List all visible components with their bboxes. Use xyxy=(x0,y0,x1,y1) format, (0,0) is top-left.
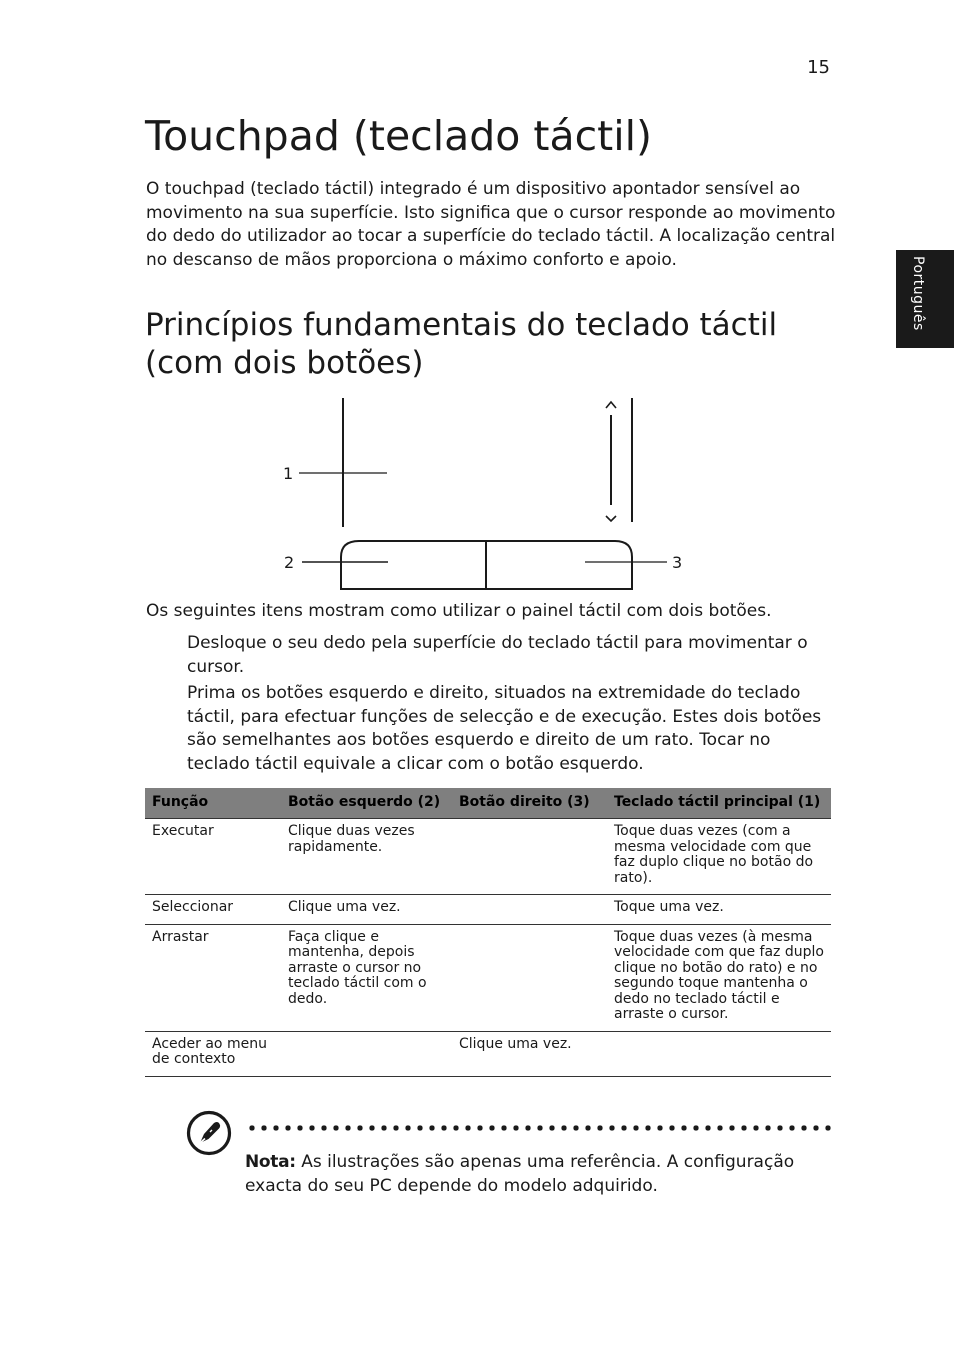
table-cell xyxy=(452,819,607,895)
table-cell: Toque duas vezes (com a mesma velocidade com que faz duplo clique no botão do rato). xyxy=(607,819,831,895)
table-cell: Toque duas vezes (à mesma velocidade com que faz duplo clique no botão do rato) e no segundo toque mantenha o dedo no teclado táctil e arraste o cursor. xyxy=(607,924,831,1031)
table-row xyxy=(145,895,831,925)
usage-list xyxy=(187,632,827,779)
table-header-row xyxy=(145,788,831,819)
table-cell: Clique duas vezes rapidamente. xyxy=(281,819,452,895)
table-header: Botão direito (3) xyxy=(452,788,607,819)
table-cell xyxy=(281,1031,452,1076)
list-item: Prima os botões esquerdo e direito, situados na extremidade do teclado táctil, para efectuar funções de selecção e de execução. Estes dois botões são semelhantes aos botões esquerdo e direito de um rato. Tocar no teclado táctil equivale a clicar com o botão esquerdo. xyxy=(187,683,822,774)
table-cell: Clique uma vez. xyxy=(281,895,452,925)
table-cell: Seleccionar xyxy=(145,895,281,925)
note-body: As ilustrações são apenas uma referência. A configuração exacta do seu PC depende do modelo adquirido. xyxy=(245,1152,795,1196)
scroll-up-arrow xyxy=(606,402,616,408)
diagram-label-1: 1 xyxy=(283,464,294,483)
table-cell: Aceder ao menu de contexto xyxy=(145,1031,281,1076)
table-cell: Faça clique e mantenha, depois arraste o cursor no teclado táctil com o dedo. xyxy=(281,924,452,1031)
table-row xyxy=(145,1031,831,1076)
table-header: Botão esquerdo (2) xyxy=(281,788,452,819)
scroll-down-arrow xyxy=(606,516,616,521)
language-tab xyxy=(896,250,954,348)
page-number: 15 xyxy=(807,57,830,78)
note-pen-icon xyxy=(186,1110,232,1156)
list-item: Desloque o seu dedo pela superfície do teclado táctil para movimentar o cursor. xyxy=(187,633,808,677)
section-title: Princípios fundamentais do teclado táctil (com dois botões) xyxy=(145,307,778,381)
table-cell: Toque uma vez. xyxy=(607,895,831,925)
table-row xyxy=(145,819,831,895)
note-separator xyxy=(246,1125,832,1131)
table-cell: Arrastar xyxy=(145,924,281,1031)
table-cell xyxy=(607,1031,831,1076)
page-title: Touchpad (teclado táctil) xyxy=(145,112,652,160)
table-cell xyxy=(452,924,607,1031)
intro-paragraph: O touchpad (teclado táctil) integrado é um dispositivo apontador sensível ao movimento na sua superfície. Isto significa que o cursor responde ao movimento do dedo do utilizador ao tocar a superfície do teclado táctil. A localização central no descanso de mãos proporciona o máximo conforto e apoio. xyxy=(146,179,836,270)
touchpad-diagram xyxy=(275,395,683,595)
lead-paragraph: Os seguintes itens mostram como utilizar o painel táctil com dois botões. xyxy=(146,601,772,621)
language-tab-label: Português xyxy=(910,256,926,331)
table-row xyxy=(145,924,831,1031)
note-paragraph xyxy=(245,1151,825,1198)
function-table xyxy=(145,788,831,1077)
table-header: Função xyxy=(145,788,281,819)
note-label: Nota: xyxy=(245,1152,296,1172)
diagram-label-3: 3 xyxy=(672,553,683,572)
table-header: Teclado táctil principal (1) xyxy=(607,788,831,819)
table-cell xyxy=(452,895,607,925)
table-cell: Executar xyxy=(145,819,281,895)
diagram-label-2: 2 xyxy=(284,553,295,572)
table-cell: Clique uma vez. xyxy=(452,1031,607,1076)
